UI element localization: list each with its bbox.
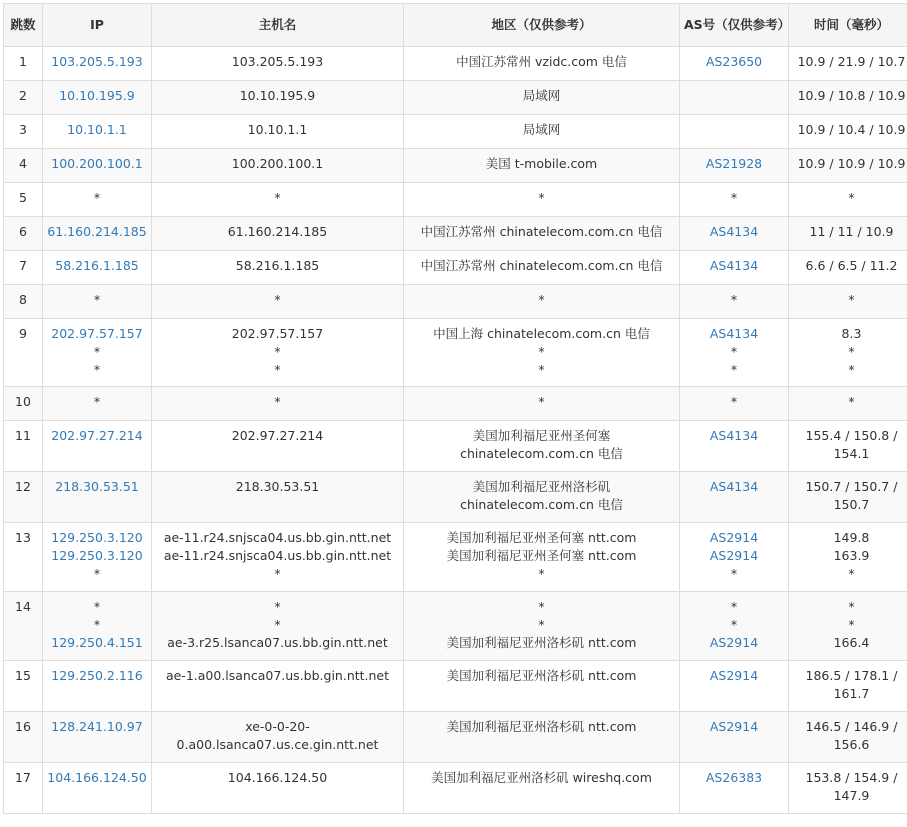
as-cell xyxy=(680,523,789,592)
ip-link[interactable]: 10.10.195.9 xyxy=(47,87,147,105)
table-row xyxy=(4,661,907,712)
host-cell xyxy=(152,217,404,251)
as-cell xyxy=(680,387,789,421)
ip-cell xyxy=(43,421,152,472)
region-cell xyxy=(404,523,680,592)
time-cell: 11 / 11 / 10.9 xyxy=(789,217,907,251)
region-text: 美国加利福尼亚州洛杉矶 ntt.com xyxy=(408,634,675,652)
table-row xyxy=(4,387,907,421)
time-cell: 10.9 / 10.9 / 10.9 xyxy=(789,149,907,183)
region-text: 中国江苏常州 chinatelecom.com.cn 电信 xyxy=(408,257,675,275)
host-text: 202.97.27.214 xyxy=(156,427,399,445)
hop-cell: 14 xyxy=(4,592,43,661)
ip-link[interactable]: 129.250.2.116 xyxy=(47,667,147,685)
hop-cell: 11 xyxy=(4,421,43,472)
host-text: ae-11.r24.snjsca04.us.bb.gin.ntt.net xyxy=(156,529,399,547)
as-cell xyxy=(680,712,789,763)
region-cell xyxy=(404,251,680,285)
ip-cell xyxy=(43,387,152,421)
host-cell xyxy=(152,421,404,472)
hop-cell: 9 xyxy=(4,319,43,387)
time-cell: * xyxy=(789,183,907,217)
table-row xyxy=(4,217,907,251)
as-text: * xyxy=(684,189,784,207)
ip-link[interactable]: 104.166.124.50 xyxy=(47,769,147,787)
hop-cell: 2 xyxy=(4,81,43,115)
time-cell: 155.4 / 150.8 / 154.1 xyxy=(789,421,907,472)
host-cell xyxy=(152,763,404,814)
ip-link[interactable]: 129.250.4.151 xyxy=(47,634,147,652)
ip-cell xyxy=(43,81,152,115)
host-text: * xyxy=(156,616,399,634)
as-link[interactable]: AS2914 xyxy=(684,634,784,652)
header-time: 时间（毫秒） xyxy=(789,4,907,47)
region-text: 美国加利福尼亚州洛杉矶 wireshq.com xyxy=(408,769,675,787)
host-text: 0.a00.lsanca07.us.ce.gin.ntt.net xyxy=(156,736,399,754)
ip-link[interactable]: 58.216.1.185 xyxy=(47,257,147,275)
hop-cell: 6 xyxy=(4,217,43,251)
host-text: * xyxy=(156,598,399,616)
as-cell xyxy=(680,81,789,115)
ip-text: * xyxy=(47,393,147,411)
ip-cell xyxy=(43,712,152,763)
host-text: * xyxy=(156,361,399,379)
host-cell xyxy=(152,47,404,81)
host-text: 202.97.57.157 xyxy=(156,325,399,343)
hop-cell: 1 xyxy=(4,47,43,81)
time-cell: 10.9 / 10.8 / 10.9 xyxy=(789,81,907,115)
as-text: * xyxy=(684,361,784,379)
ip-cell xyxy=(43,763,152,814)
host-text: 10.10.1.1 xyxy=(156,121,399,139)
host-text: * xyxy=(156,189,399,207)
traceroute-table xyxy=(3,3,907,814)
table-row xyxy=(4,183,907,217)
header-ip: IP xyxy=(43,4,152,47)
region-cell xyxy=(404,712,680,763)
region-text: * xyxy=(408,343,675,361)
host-text: 103.205.5.193 xyxy=(156,53,399,71)
region-text: 美国 t-mobile.com xyxy=(408,155,675,173)
as-text: * xyxy=(684,565,784,583)
as-text: * xyxy=(684,616,784,634)
region-text: * xyxy=(408,189,675,207)
header-as: AS号（仅供参考） xyxy=(680,4,789,47)
region-text: * xyxy=(408,598,675,616)
ip-cell xyxy=(43,251,152,285)
region-cell xyxy=(404,472,680,523)
table-row xyxy=(4,115,907,149)
ip-link[interactable]: 218.30.53.51 xyxy=(47,478,147,496)
region-cell xyxy=(404,183,680,217)
region-text: 美国加利福尼亚州圣何塞 ntt.com xyxy=(408,547,675,565)
region-cell xyxy=(404,592,680,661)
ip-link[interactable]: 129.250.3.120 xyxy=(47,529,147,547)
host-cell xyxy=(152,251,404,285)
time-cell: 150.7 / 150.7 / 150.7 xyxy=(789,472,907,523)
time-cell: * xyxy=(789,285,907,319)
host-cell xyxy=(152,661,404,712)
host-text: ae-11.r24.snjsca04.us.bb.gin.ntt.net xyxy=(156,547,399,565)
ip-cell xyxy=(43,472,152,523)
table-row xyxy=(4,251,907,285)
header-host: 主机名 xyxy=(152,4,404,47)
as-cell xyxy=(680,47,789,81)
region-cell xyxy=(404,47,680,81)
as-link[interactable]: AS2914 xyxy=(684,667,784,685)
region-text: * xyxy=(408,361,675,379)
region-text: 中国上海 chinatelecom.com.cn 电信 xyxy=(408,325,675,343)
ip-link[interactable]: 202.97.27.214 xyxy=(47,427,147,445)
region-text: * xyxy=(408,291,675,309)
region-text: * xyxy=(408,393,675,411)
as-cell xyxy=(680,251,789,285)
as-cell xyxy=(680,763,789,814)
time-cell: * * 166.4 xyxy=(789,592,907,661)
as-link[interactable]: AS4134 xyxy=(684,478,784,496)
as-cell xyxy=(680,149,789,183)
hop-cell: 12 xyxy=(4,472,43,523)
table-row xyxy=(4,523,907,592)
ip-cell xyxy=(43,592,152,661)
as-cell xyxy=(680,115,789,149)
ip-text: * xyxy=(47,616,147,634)
host-cell xyxy=(152,149,404,183)
host-cell xyxy=(152,592,404,661)
region-text: 美国加利福尼亚州圣何塞 ntt.com xyxy=(408,529,675,547)
host-text: 104.166.124.50 xyxy=(156,769,399,787)
region-cell xyxy=(404,217,680,251)
table-row xyxy=(4,285,907,319)
ip-text: * xyxy=(47,291,147,309)
host-cell xyxy=(152,81,404,115)
table-row xyxy=(4,319,907,387)
region-cell xyxy=(404,661,680,712)
ip-cell xyxy=(43,523,152,592)
as-link[interactable]: AS2914 xyxy=(684,547,784,565)
table-header xyxy=(4,4,907,47)
ip-link[interactable]: 128.241.10.97 xyxy=(47,718,147,736)
as-text: * xyxy=(684,343,784,361)
time-cell: * xyxy=(789,387,907,421)
region-text: 中国江苏常州 vzidc.com 电信 xyxy=(408,53,675,71)
ip-link[interactable]: 10.10.1.1 xyxy=(47,121,147,139)
host-text: * xyxy=(156,393,399,411)
table-row xyxy=(4,472,907,523)
header-region: 地区（仅供参考） xyxy=(404,4,680,47)
time-cell: 10.9 / 21.9 / 10.7 xyxy=(789,47,907,81)
region-text: 美国加利福尼亚州圣何塞 xyxy=(408,427,675,445)
as-cell xyxy=(680,472,789,523)
ip-cell xyxy=(43,115,152,149)
ip-link[interactable]: 202.97.57.157 xyxy=(47,325,147,343)
as-cell xyxy=(680,421,789,472)
region-text: * xyxy=(408,616,675,634)
table-row xyxy=(4,592,907,661)
host-text: * xyxy=(156,565,399,583)
region-text: * xyxy=(408,565,675,583)
host-cell xyxy=(152,319,404,387)
ip-cell xyxy=(43,285,152,319)
time-cell: 149.8 163.9 * xyxy=(789,523,907,592)
region-text: 局域网 xyxy=(408,87,675,105)
hop-cell: 5 xyxy=(4,183,43,217)
as-link[interactable]: AS21928 xyxy=(684,155,784,173)
region-text: 中国江苏常州 chinatelecom.com.cn 电信 xyxy=(408,223,675,241)
region-cell xyxy=(404,285,680,319)
ip-link[interactable]: 100.200.100.1 xyxy=(47,155,147,173)
region-cell xyxy=(404,387,680,421)
header-row xyxy=(4,4,907,47)
host-text: ae-1.a00.lsanca07.us.bb.gin.ntt.net xyxy=(156,667,399,685)
as-link[interactable]: AS4134 xyxy=(684,325,784,343)
time-cell: 146.5 / 146.9 / 156.6 xyxy=(789,712,907,763)
host-text: 100.200.100.1 xyxy=(156,155,399,173)
host-cell xyxy=(152,183,404,217)
region-cell xyxy=(404,149,680,183)
host-text: ae-3.r25.lsanca07.us.bb.gin.ntt.net xyxy=(156,634,399,652)
as-link[interactable]: AS2914 xyxy=(684,529,784,547)
host-cell xyxy=(152,387,404,421)
host-text: * xyxy=(156,343,399,361)
hop-cell: 8 xyxy=(4,285,43,319)
time-cell: 8.3 * * xyxy=(789,319,907,387)
ip-text: * xyxy=(47,565,147,583)
host-text: 10.10.195.9 xyxy=(156,87,399,105)
time-cell: 153.8 / 154.9 / 147.9 xyxy=(789,763,907,814)
host-cell xyxy=(152,472,404,523)
region-text: chinatelecom.com.cn 电信 xyxy=(408,496,675,514)
as-cell xyxy=(680,217,789,251)
time-cell: 10.9 / 10.4 / 10.9 xyxy=(789,115,907,149)
table-row xyxy=(4,763,907,814)
region-text: chinatelecom.com.cn 电信 xyxy=(408,445,675,463)
hop-cell: 4 xyxy=(4,149,43,183)
ip-cell xyxy=(43,183,152,217)
host-text: 61.160.214.185 xyxy=(156,223,399,241)
ip-cell xyxy=(43,47,152,81)
as-link[interactable]: AS23650 xyxy=(684,53,784,71)
host-cell xyxy=(152,115,404,149)
ip-link[interactable]: 129.250.3.120 xyxy=(47,547,147,565)
as-cell xyxy=(680,661,789,712)
as-link[interactable]: AS26383 xyxy=(684,769,784,787)
ip-link[interactable]: 103.205.5.193 xyxy=(47,53,147,71)
ip-cell xyxy=(43,319,152,387)
hop-cell: 7 xyxy=(4,251,43,285)
host-cell xyxy=(152,523,404,592)
time-cell: 6.6 / 6.5 / 11.2 xyxy=(789,251,907,285)
region-text: 美国加利福尼亚州洛杉矶 xyxy=(408,478,675,496)
host-text: xe-0-0-20- xyxy=(156,718,399,736)
hop-cell: 3 xyxy=(4,115,43,149)
as-link[interactable]: AS4134 xyxy=(684,257,784,275)
host-cell xyxy=(152,285,404,319)
hop-cell: 16 xyxy=(4,712,43,763)
table-row xyxy=(4,149,907,183)
hop-cell: 13 xyxy=(4,523,43,592)
table-row xyxy=(4,712,907,763)
as-link[interactable]: AS4134 xyxy=(684,223,784,241)
time-cell: 186.5 / 178.1 / 161.7 xyxy=(789,661,907,712)
table-row xyxy=(4,421,907,472)
host-cell xyxy=(152,712,404,763)
header-hop: 跳数 xyxy=(4,4,43,47)
as-cell xyxy=(680,592,789,661)
as-cell xyxy=(680,183,789,217)
table-row xyxy=(4,47,907,81)
ip-cell xyxy=(43,661,152,712)
ip-text: * xyxy=(47,189,147,207)
as-text: * xyxy=(684,393,784,411)
host-text: 58.216.1.185 xyxy=(156,257,399,275)
region-cell xyxy=(404,421,680,472)
ip-cell xyxy=(43,217,152,251)
as-cell xyxy=(680,285,789,319)
as-link[interactable]: AS4134 xyxy=(684,427,784,445)
region-text: 局域网 xyxy=(408,121,675,139)
host-text: * xyxy=(156,291,399,309)
ip-text: * xyxy=(47,343,147,361)
ip-text: * xyxy=(47,361,147,379)
region-cell xyxy=(404,81,680,115)
region-cell xyxy=(404,319,680,387)
as-text: * xyxy=(684,598,784,616)
table-row xyxy=(4,81,907,115)
ip-text: * xyxy=(47,598,147,616)
region-cell xyxy=(404,115,680,149)
region-text: 美国加利福尼亚州洛杉矶 ntt.com xyxy=(408,718,675,736)
as-link[interactable]: AS2914 xyxy=(684,718,784,736)
table-body xyxy=(4,47,907,814)
region-text: 美国加利福尼亚州洛杉矶 ntt.com xyxy=(408,667,675,685)
ip-cell xyxy=(43,149,152,183)
as-cell xyxy=(680,319,789,387)
as-text: * xyxy=(684,291,784,309)
hop-cell: 10 xyxy=(4,387,43,421)
region-cell xyxy=(404,763,680,814)
hop-cell: 17 xyxy=(4,763,43,814)
hop-cell: 15 xyxy=(4,661,43,712)
host-text: 218.30.53.51 xyxy=(156,478,399,496)
ip-link[interactable]: 61.160.214.185 xyxy=(47,223,147,241)
